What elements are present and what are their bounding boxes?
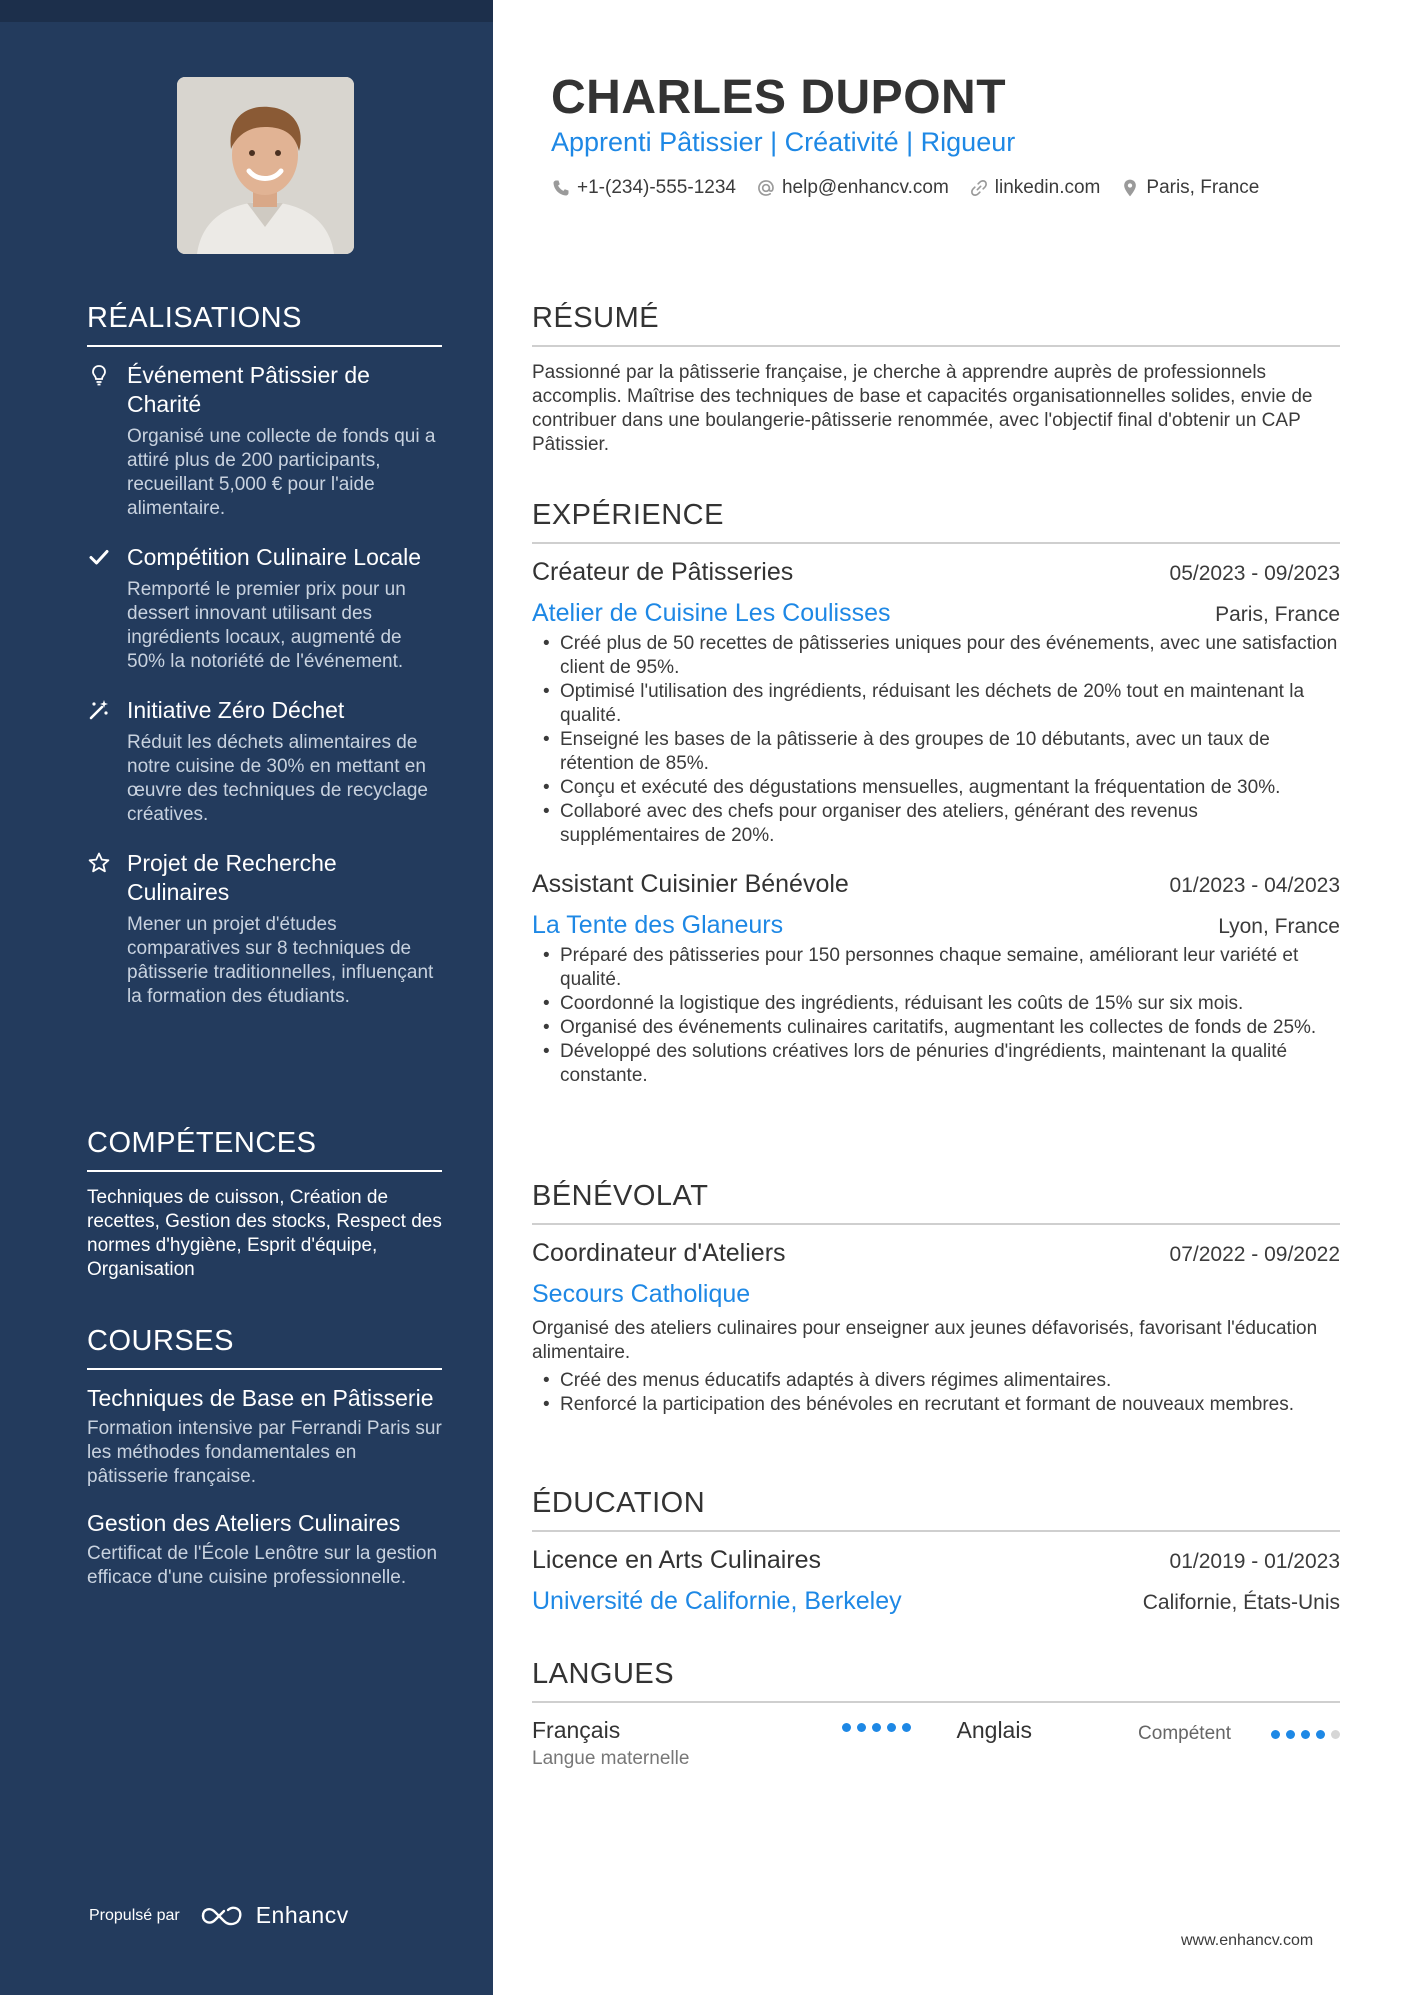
language-item: [957, 1717, 1340, 1770]
summary-text: Passionné par la pâtisserie française, je cherche à apprendre auprès de professionnels accomplis. Maîtrise des techniques de base et capacités organisationnelles solides, envie de contribuer dans une boulangerie-pâtisserie renommée, avec l'objectif final d'obtenir un CAP Pâtissier.: [532, 362, 1313, 455]
profile-photo-image: [177, 77, 354, 254]
language-rating: [1265, 1730, 1340, 1739]
education-degree: Licence en Arts Culinaires: [532, 1546, 822, 1574]
rating-dot: [842, 1723, 851, 1732]
achievement-item: [87, 849, 442, 1009]
achievement-desc: Remporté le premier prix pour un dessert innovant utilisant des ingrédients locaux, augmenté de 50% la notoriété de l'événement.: [127, 579, 406, 672]
job-bullets: [532, 632, 1340, 848]
powered-by-label: Propulsé par: [89, 1906, 180, 1924]
education-school[interactable]: Université de Californie, Berkeley: [532, 1587, 902, 1615]
job-company[interactable]: Atelier de Cuisine Les Coulisses: [532, 599, 891, 627]
job-bullets: [532, 944, 1340, 1088]
course-title: Techniques de Base en Pâtisserie: [87, 1385, 434, 1411]
skills-title: COMPÉTENCES: [87, 1127, 442, 1172]
achievement-title: Événement Pâtissier de Charité: [127, 362, 370, 417]
job-entry: [532, 870, 1340, 1088]
sidebar: [0, 0, 493, 1995]
summary-section: [532, 302, 1340, 457]
footer-website[interactable]: www.enhancv.com: [1181, 1932, 1314, 1949]
contact-phone[interactable]: [551, 177, 736, 199]
education-dates: 01/2019 - 01/2023: [1169, 1550, 1340, 1573]
contact-location: [1120, 177, 1259, 199]
job-role: Créateur de Pâtisseries: [532, 558, 794, 586]
achievement-desc: Organisé une collecte de fonds qui a attiré plus de 200 participants, recueillant 5,000 € pour l'aide alimentaire.: [127, 426, 436, 519]
course-item: [87, 1509, 442, 1590]
job-location: Lyon, France: [1218, 915, 1340, 938]
lightbulb-icon: [87, 363, 111, 387]
language-rating: [836, 1723, 911, 1732]
achievement-title: Initiative Zéro Déchet: [127, 697, 345, 723]
job-bullet: • Préparé des pâtisseries pour 150 personnes chaque semaine, améliorant leur variété et qualité.: [532, 944, 1340, 992]
candidate-tagline: Apprenti Pâtissier | Créativité | Rigueur: [551, 127, 1016, 157]
achievement-item: [87, 361, 442, 521]
summary-title: RÉSUMÉ: [532, 302, 1340, 347]
job-bullet: • Enseigné les bases de la pâtisserie à des groupes de 10 débutants, avec un taux de rétention de 85%.: [532, 728, 1340, 776]
rating-dot: [872, 1723, 881, 1732]
location-pin-icon: [1120, 178, 1140, 198]
at-sign-icon: [756, 178, 776, 198]
course-title: Gestion des Ateliers Culinaires: [87, 1510, 401, 1536]
job-entry: [532, 558, 1340, 848]
job-company[interactable]: La Tente des Glaneurs: [532, 911, 784, 939]
language-subtitle: Langue maternelle: [532, 1748, 690, 1769]
job-bullet: • Créé plus de 50 recettes de pâtisseries uniques pour des événements, avec une satisfaction client de 95%.: [532, 632, 1340, 680]
star-icon: [87, 851, 111, 875]
rating-dot: [857, 1723, 866, 1732]
achievement-desc: Mener un projet d'études comparatives sur 8 techniques de pâtisserie traditionnelles, influençant la formation des étudiants.: [127, 914, 434, 1007]
profile-photo: [177, 77, 354, 254]
location-text: Paris, France: [1146, 177, 1260, 198]
phone-icon: [551, 178, 571, 198]
volunteer-role: Coordinateur d'Ateliers: [532, 1239, 786, 1267]
job-bullet: • Coordonné la logistique des ingrédients, réduisant les coûts de 15% sur six mois.: [532, 992, 1340, 1016]
courses-section: [87, 1325, 442, 1610]
job-bullet: • Développé des solutions créatives lors de pénuries d'ingrédients, maintenant la qualité constante.: [532, 1040, 1340, 1088]
enhancv-logo-icon: [200, 1903, 248, 1929]
course-item: [87, 1384, 442, 1489]
achievement-item: [87, 543, 442, 674]
education-section: [532, 1487, 1340, 1616]
skills-text: Techniques de cuisson, Création de recettes, Gestion des stocks, Respect des normes d'hygiène, Esprit d'équipe, Organisation: [87, 1187, 442, 1280]
achievement-title: Projet de Recherche Culinaires: [127, 850, 337, 905]
rating-dot: [1331, 1730, 1340, 1739]
experience-section: [532, 499, 1340, 1110]
job-bullet: • Optimisé l'utilisation des ingrédients, réduisant les déchets de 20% tout en maintenant la qualité.: [532, 680, 1340, 728]
rating-dot: [902, 1723, 911, 1732]
phone-text: +1-(234)-555-1234: [577, 177, 736, 198]
volunteering-title: BÉNÉVOLAT: [532, 1180, 1340, 1225]
education-location: Californie, États-Unis: [1142, 1591, 1340, 1614]
languages-title: LANGUES: [532, 1658, 1340, 1703]
volunteer-bullet: • Créé des menus éducatifs adaptés à divers régimes alimentaires.: [532, 1369, 1340, 1393]
contact-linkedin[interactable]: [969, 177, 1101, 199]
job-dates: 01/2023 - 04/2023: [1169, 874, 1340, 897]
rating-dot: [887, 1723, 896, 1732]
email-text: help@enhancv.com: [781, 177, 949, 198]
education-title: ÉDUCATION: [532, 1487, 1340, 1532]
enhancv-brand-text: Enhancv: [255, 1902, 349, 1928]
achievements-title: RÉALISATIONS: [87, 302, 442, 347]
course-desc: Certificat de l'École Lenôtre sur la gestion efficace d'une cuisine professionnelle.: [87, 1543, 438, 1588]
job-role: Assistant Cuisinier Bénévole: [532, 870, 849, 898]
rating-dot: [1301, 1730, 1310, 1739]
sidebar-top-bar: [0, 0, 493, 22]
language-name: Anglais: [956, 1717, 1032, 1743]
volunteer-bullets: [532, 1369, 1340, 1417]
check-icon: [87, 545, 111, 569]
experience-title: EXPÉRIENCE: [532, 499, 1340, 544]
job-bullet: • Collaboré avec des chefs pour organiser des ateliers, générant des revenus supplémentaires de 20%.: [532, 800, 1340, 848]
link-icon: [969, 178, 989, 198]
contact-email[interactable]: [756, 177, 949, 199]
job-dates: 05/2023 - 09/2023: [1169, 562, 1340, 585]
rating-dot: [1271, 1730, 1280, 1739]
volunteer-org[interactable]: Secours Catholique: [532, 1280, 751, 1308]
candidate-name: CHARLES DUPONT: [551, 71, 1007, 124]
linkedin-text: linkedin.com: [994, 177, 1101, 198]
volunteer-bullet: • Renforcé la participation des bénévoles en recrutant et formant de nouveaux membres.: [532, 1393, 1340, 1417]
achievement-desc: Réduit les déchets alimentaires de notre cuisine de 30% en mettant en œuvre des techniques de recyclage créatives.: [127, 732, 428, 825]
language-level: Compétent: [1138, 1723, 1231, 1744]
courses-title: COURSES: [87, 1325, 442, 1370]
rating-dot: [1316, 1730, 1325, 1739]
volunteer-desc: Organisé des ateliers culinaires pour enseigner aux jeunes défavorisés, favorisant l'éducation alimentaire.: [532, 1318, 1318, 1363]
job-location: Paris, France: [1215, 603, 1340, 626]
course-desc: Formation intensive par Ferrandi Paris sur les méthodes fondamentales en pâtisserie française.: [87, 1418, 442, 1487]
languages-section: [532, 1658, 1340, 1770]
achievement-item: [87, 696, 442, 827]
skills-section: [87, 1127, 442, 1282]
contact-bar: [551, 177, 1279, 199]
job-bullet: • Conçu et exécuté des dégustations mensuelles, augmentant la fréquentation de 30%.: [532, 776, 1340, 800]
achievement-title: Compétition Culinaire Locale: [127, 544, 422, 570]
language-item: [532, 1717, 911, 1770]
volunteering-section: [532, 1180, 1340, 1417]
powered-by: [89, 1902, 349, 1929]
rating-dot: [1286, 1730, 1295, 1739]
job-bullet: • Organisé des événements culinaires caritatifs, augmentant les collectes de fonds de 25%.: [532, 1016, 1340, 1040]
volunteer-dates: 07/2022 - 09/2022: [1169, 1243, 1340, 1266]
enhancv-brand[interactable]: [200, 1902, 349, 1929]
magic-wand-icon: [87, 698, 111, 722]
achievements-section: [87, 302, 442, 1031]
language-name: Français: [532, 1717, 621, 1743]
